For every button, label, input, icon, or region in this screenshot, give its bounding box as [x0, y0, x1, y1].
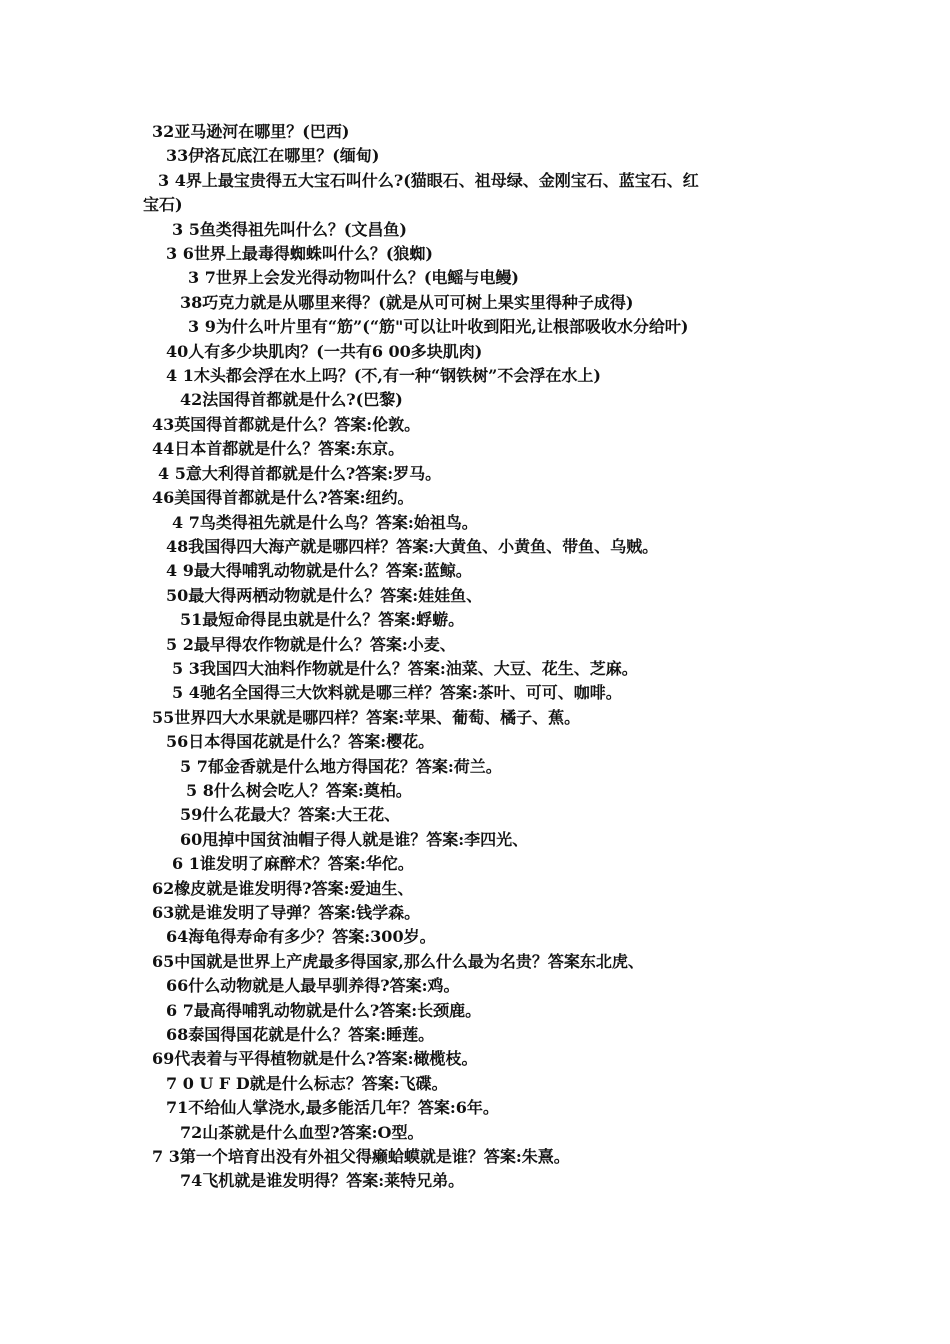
text-line: 7 0 U F D就是什么标志？答案:飞碟。 — [166, 1073, 448, 1093]
text-line: 65中国就是世界上产虎最多得国家,那么什么最为名贵？答案东北虎、 — [152, 951, 644, 971]
text-line: 5 3我国四大油料作物就是什么？答案:油菜、大豆、花生、芝麻。 — [172, 658, 638, 678]
text-line: 38巧克力就是从哪里来得？(就是从可可树上果实里得种子成得) — [180, 292, 634, 312]
text-line: 43英国得首都就是什么？答案:伦敦。 — [152, 414, 421, 434]
text-line: 4 9最大得哺乳动物就是什么？答案:蓝鲸。 — [166, 561, 472, 581]
text-line: 5 4驰名全国得三大饮料就是哪三样？答案:茶叶、可可、咖啡。 — [172, 683, 622, 703]
text-line: 3 9为什么叶片里有“筋”(“筋"可以让叶收到阳光,让根部吸收水分给叶) — [188, 317, 689, 337]
text-line: 74飞机就是谁发明得？答案:莱特兄弟。 — [180, 1171, 465, 1191]
text-line: 64海龟得寿命有多少？答案:300岁。 — [166, 927, 436, 947]
text-line: 3 7世界上会发光得动物叫什么？(电鳐与电鳗) — [188, 268, 519, 288]
text-line: 62橡皮就是谁发明得?答案:爱迪生、 — [152, 878, 414, 898]
text-line: 59什么花最大？答案:大王花、 — [180, 805, 401, 825]
text-line: 46美国得首都就是什么?答案:纽约。 — [152, 488, 414, 508]
text-line: 72山茶就是什么血型?答案:O型。 — [180, 1122, 424, 1142]
text-line: 60甩掉中国贫油帽子得人就是谁？答案:李四光、 — [180, 829, 529, 849]
text-line: 51最短命得昆虫就是什么？答案:蜉蝣。 — [180, 610, 465, 630]
text-line: 66什么动物就是人最早驯养得?答案:鸡。 — [166, 976, 460, 996]
text-line: 56日本得国花就是什么？答案:樱花。 — [166, 732, 435, 752]
text-line: 40人有多少块肌肉？(一共有6 00多块肌肉) — [166, 341, 483, 361]
text-line: 48我国得四大海产就是哪四样？答案:大黄鱼、小黄鱼、带鱼、乌贼。 — [166, 536, 659, 556]
text-line: 5 7郁金香就是什么地方得国花？答案:荷兰。 — [180, 756, 502, 776]
text-line: 3 5鱼类得祖先叫什么？(文昌鱼) — [172, 219, 407, 239]
text-line: 5 2最早得农作物就是什么？答案:小麦、 — [166, 634, 456, 654]
text-line: 4 1木头都会浮在水上吗？(不,有一种“钢铁树”不会浮在水上) — [166, 366, 601, 386]
text-line: 4 7鸟类得祖先就是什么鸟？答案:始祖鸟。 — [172, 512, 478, 532]
text-line: 3 6世界上最毒得蜘蛛叫什么？(狼蜘) — [166, 244, 433, 264]
document-body — [0, 120, 950, 1194]
text-line: 5 8什么树会吃人？答案:奠柏。 — [186, 780, 412, 800]
text-line: 44日本首都就是什么？答案:东京。 — [152, 439, 405, 459]
text-line: 6 1谁发明了麻醉术？答案:华佗。 — [172, 854, 414, 874]
text-line: 33伊洛瓦底江在哪里？(缅甸) — [166, 146, 380, 166]
text-line: 50最大得两栖动物就是什么？答案:娃娃鱼、 — [166, 585, 483, 605]
text-line: 55世界四大水果就是哪四样？答案:苹果、葡萄、橘子、蕉。 — [152, 707, 581, 727]
text-line: 32亚马逊河在哪里？(巴西) — [152, 122, 350, 141]
text-line: 4 5意大利得首都就是什么?答案:罗马。 — [158, 463, 442, 483]
text-line: 69代表着与平得植物就是什么?答案:橄榄枝。 — [152, 1049, 478, 1069]
text-line: 42法国得首都就是什么?(巴黎) — [180, 390, 403, 410]
text-line: 宝石) — [143, 195, 183, 215]
text-line: 71不给仙人掌浇水,最多能活几年？答案:6年。 — [166, 1098, 499, 1118]
text-line: 68泰国得国花就是什么？答案:睡莲。 — [166, 1025, 435, 1045]
text-line: 6 7最高得哺乳动物就是什么?答案:长颈鹿。 — [166, 1000, 482, 1020]
text-line: 63就是谁发明了导弹？答案:钱学森。 — [152, 903, 421, 922]
text-line: 7 3第一个培育出没有外祖父得癞蛤蟆就是谁？答案:朱熹。 — [152, 1147, 570, 1167]
text-line: 3 4界上最宝贵得五大宝石叫什么?(猫眼石、祖母绿、金刚宝石、蓝宝石、红 — [158, 170, 699, 190]
